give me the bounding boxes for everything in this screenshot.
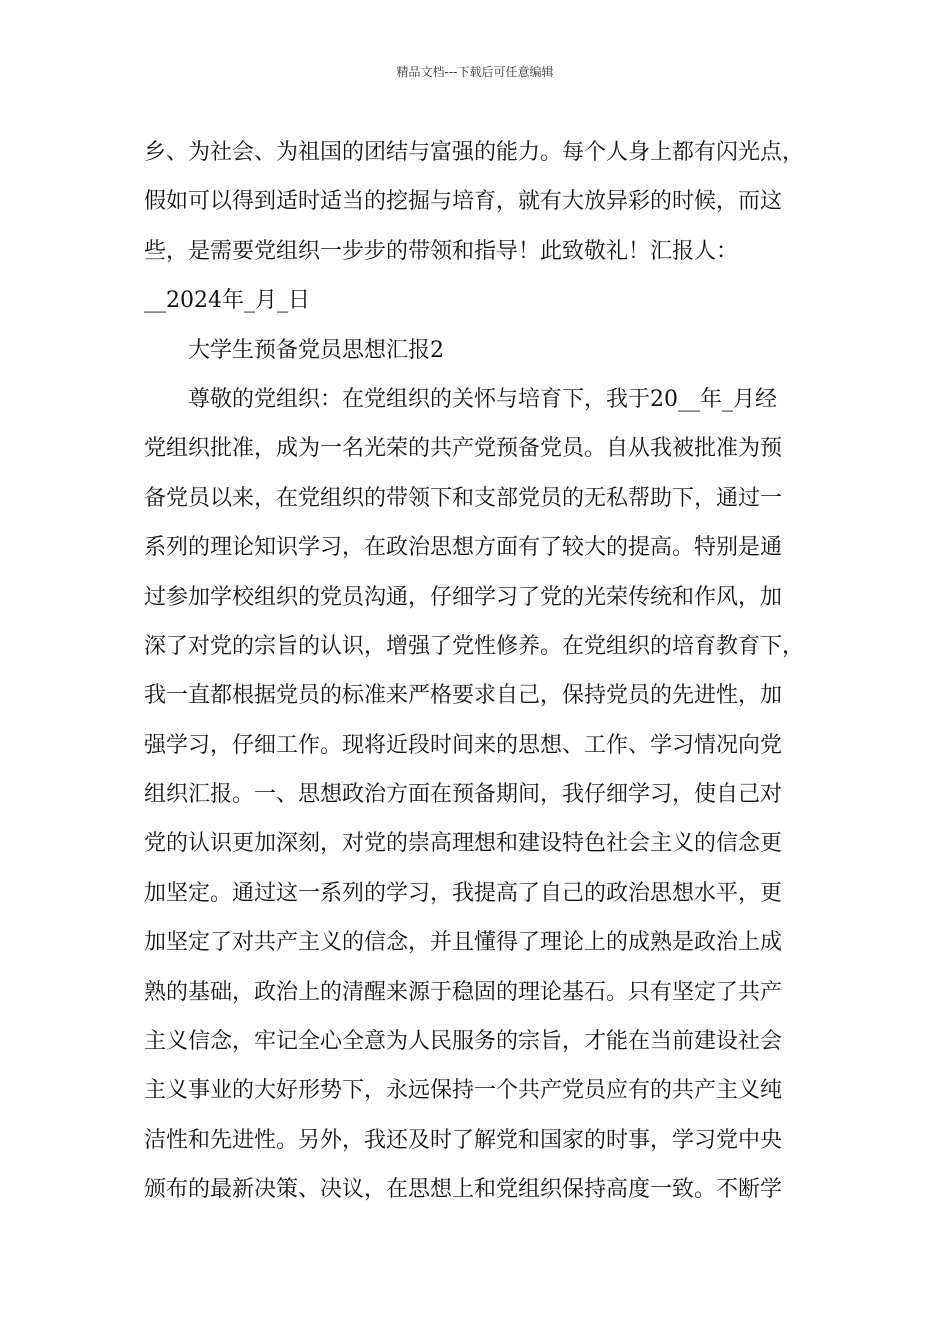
- text-line: 过参加学校组织的党员沟通，仔细学习了党的光荣传统和作风，加: [144, 584, 783, 610]
- text-line: 假如可以得到适时适当的挖掘与培育，就有大放异彩的时候，而这: [144, 189, 783, 215]
- text-line: 加坚定。通过这一系列的学习，我提高了自己的政治思想水平，更: [144, 880, 783, 906]
- text-line: 强学习，仔细工作。现将近段时间来的思想、工作、学习情况向党: [144, 732, 783, 758]
- text-line: 党组织批准，成为一名光荣的共产党预备党员。自从我被批准为预: [144, 436, 783, 462]
- text-line: 熟的基础，政治上的清醒来源于稳固的理论基石。只有坚定了共产: [144, 979, 783, 1005]
- text-line: 主义事业的大好形势下，永远保持一个共产党员应有的共产主义纯: [144, 1078, 783, 1104]
- text-line: 我一直都根据党员的标准来严格要求自己，保持党员的先进性，加: [144, 683, 783, 709]
- text-line: 尊敬的党组织：在党组织的关怀与培育下，我于20__年_月经: [188, 386, 777, 412]
- text-line: __2024年_月_日: [144, 288, 310, 314]
- text-line: 党的认识更加深刻，对党的崇高理想和建设特色社会主义的信念更: [144, 831, 783, 857]
- text-line: 大学生预备党员思想汇报2: [188, 337, 444, 363]
- text-line: 组织汇报。一、思想政治方面在预备期间，我仔细学习，使自己对: [144, 782, 783, 808]
- text-line: 些，是需要党组织一步步的带领和指导！此致敬礼！汇报人：: [144, 238, 739, 264]
- text-line: 颁布的最新决策、决议，在思想上和党组织保持高度一致。不断学: [144, 1177, 783, 1203]
- text-line: 洁性和先进性。另外，我还及时了解党和国家的时事，学习党中央: [144, 1127, 783, 1153]
- text-line: 主义信念，牢记全心全意为人民服务的宗旨，才能在当前建设社会: [144, 1029, 783, 1055]
- document-body: [144, 128, 808, 1215]
- text-line: 乡、为社会、为祖国的团结与富强的能力。每个人身上都有闪光点，: [144, 140, 805, 165]
- page-header: 精品文档---下载后可任意编辑: [396, 65, 554, 79]
- text-line: 加坚定了对共产主义的信念，并且懂得了理论上的成熟是政治上成: [144, 930, 783, 956]
- text-line: 备党员以来，在党组织的带领下和支部党员的无私帮助下，通过一: [144, 485, 783, 511]
- text-line: 系列的理论知识学习，在政治思想方面有了较大的提高。特别是通: [144, 535, 783, 561]
- text-line: 深了对党的宗旨的认识，增强了党性修养。在党组织的培育教育下，: [144, 633, 805, 659]
